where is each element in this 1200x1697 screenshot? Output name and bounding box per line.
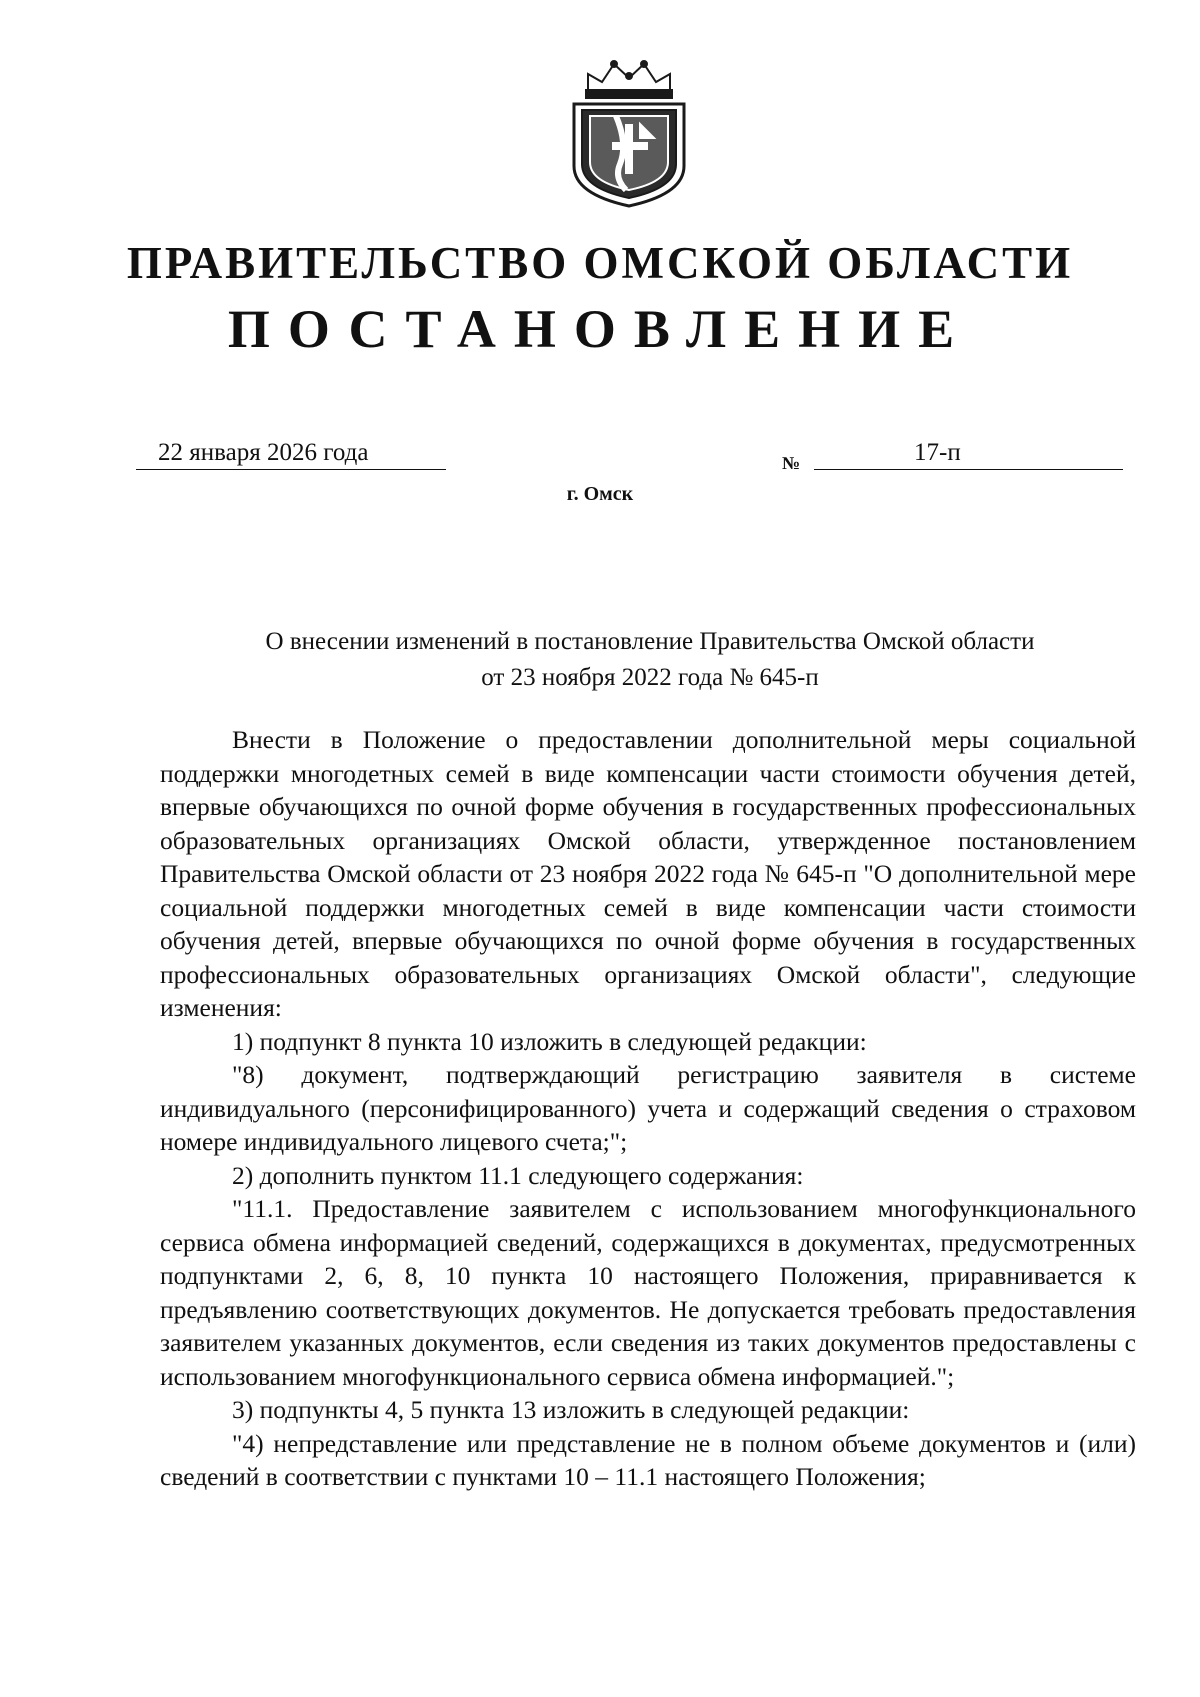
- document-body: [160, 723, 1136, 1494]
- body-intro-paragraph: Внести в Положение о предоставлении дополнительной меры социальной поддержки многодетных семей в виде компенсации части стоимости обучения детей, впервые обучающихся по очной форме обучения в государственных профессиональных образовательных организациях Омской области, утвержденное постановлением Правительства Омской области от 23 ноября 2022 года № 645-п "О дополнительной мере социальной поддержки многодетных семей в виде компенсации части стоимости обучения детей, впервые обучающихся по очной форме обучения в государственных профессиональных образовательных организациях Омской области", следующие изменения:: [160, 725, 1136, 1022]
- document-city: г. Омск: [566, 483, 634, 505]
- body-item-1-text: "8) документ, подтверждающий регистрацию заявителя в системе индивидуального (персонифицированного) учета и содержащий сведения о страховом номере индивидуального лицевого счета;";: [160, 1060, 1136, 1156]
- body-item-3: 3) подпункты 4, 5 пункта 13 изложить в следующей редакции:: [232, 1395, 910, 1424]
- document-subject: [160, 624, 1140, 696]
- document-number: 17-п: [814, 437, 1123, 470]
- subject-line-2: от 23 ноября 2022 года № 645-п: [481, 664, 819, 691]
- body-item-3-text: "4) непредставление или представление не в полном объеме документов и (или) сведений в соответствии с пунктами 10 – 11.1 настоящего Положения;: [160, 1428, 1136, 1491]
- body-item-1: 1) подпункт 8 пункта 10 изложить в следующей редакции:: [232, 1026, 867, 1056]
- document-date: 22 января 2026 года: [136, 437, 446, 470]
- number-label: №: [782, 453, 801, 473]
- subject-line-1: О внесении изменений в постановление Правительства Омской области: [265, 628, 1035, 655]
- body-item-2-text: "11.1. Предоставление заявителем с использованием многофункционального сервиса обмена информацией сведений, содержащихся в документах, предусмотренных подпунктами 2, 6, 8, 10 пункта 10 настоящего Положения, приравнивается к предъявлению соответствующих документов. Не допускается требовать предоставления заявителем указанных документов, если сведения из таких документов предоставлены с использованием многофункционального сервиса обмена информацией.";: [160, 1194, 1136, 1391]
- document-type-title: ПОСТАНОВЛЕНИЕ: [227, 299, 973, 359]
- body-item-2: 2) дополнить пунктом 11.1 следующего содержания:: [232, 1160, 804, 1190]
- organization-title: ПРАВИТЕЛЬСТВО ОМСКОЙ ОБЛАСТИ: [126, 238, 1074, 288]
- coat-of-arms-icon: [566, 54, 692, 208]
